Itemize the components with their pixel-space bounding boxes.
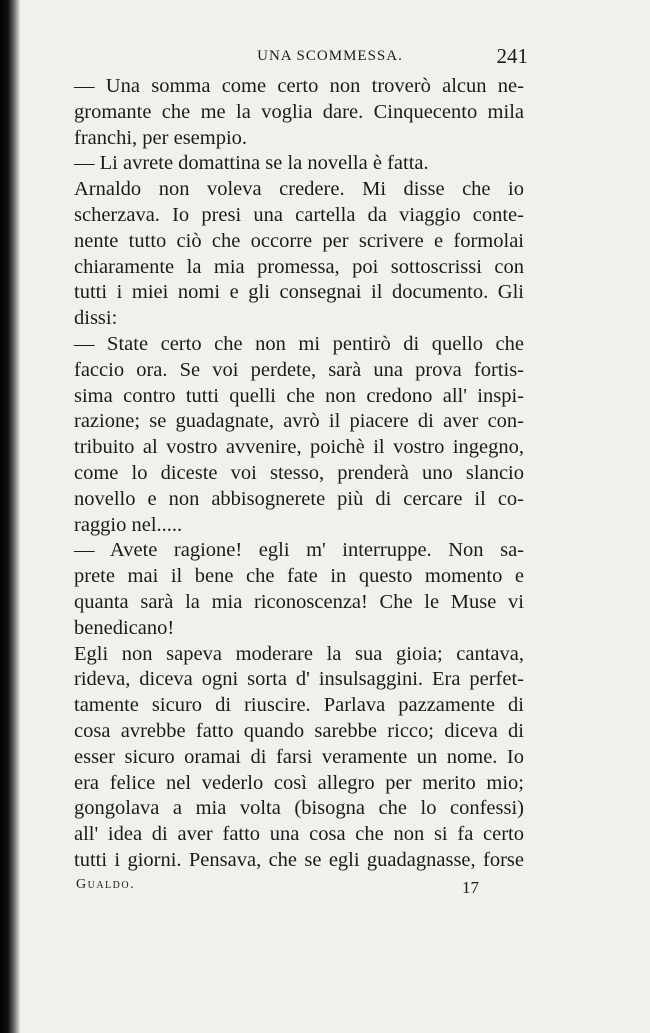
text-line: — Li avrete domattina se la novella è fatta. — [74, 152, 429, 175]
paragraph — [74, 151, 524, 177]
text-line: all' idea di aver fatto una cosa che non si fa certo — [74, 823, 524, 846]
text-line: faccio ora. Se voi perdete, sarà una prova fortis- — [74, 358, 524, 381]
text-line: prete mai il bene che fate in questo momento e — [74, 565, 524, 588]
paragraph — [74, 177, 524, 332]
text-line: nente tutto ciò che occorre per scrivere e formolai — [74, 229, 524, 252]
text-line: dissi: — [74, 307, 118, 330]
text-line: cosa avrebbe fatto quando sarebbe ricco; diceva di — [74, 719, 524, 742]
text-line: — Avete ragione! egli m' interruppe. Non sa- — [74, 539, 524, 562]
text-line: Egli non sapeva moderare la sua gioia; cantava, — [74, 642, 524, 665]
text-line: razione; se guadagnate, avrò il piacere di aver con- — [74, 410, 524, 433]
text-line: esser sicuro oramai di farsi veramente un nome. Io — [74, 745, 524, 768]
text-line: Arnaldo non voleva credere. Mi disse che io — [74, 178, 524, 201]
text-line: tutti i miei nomi e gli consegnai il documento. Gli — [74, 281, 524, 304]
paragraph — [74, 642, 524, 874]
text-line: raggio nel..... — [74, 513, 183, 536]
paragraph — [74, 74, 524, 151]
page-number: 241 — [496, 44, 528, 68]
text-line: — State certo che non mi pentirò di quello che — [74, 332, 524, 355]
text-line: novello e non abbisognerete più di cercare il co- — [74, 487, 524, 510]
sheet-number: 17 — [462, 878, 479, 897]
text-line: come lo diceste voi stesso, prenderà uno slancio — [74, 461, 524, 484]
text-line: quanta sarà la mia riconoscenza! Che le Muse vi — [74, 590, 524, 613]
text-line: chiaramente la mia promessa, poi sottoscrissi con — [74, 255, 524, 278]
text-line: tribuito al vostro avvenire, poichè il vostro ingegno, — [74, 436, 524, 459]
text-line: rideva, diceva ogni sorta d' insulsaggini. Era perfet- — [74, 668, 524, 691]
text-line: benedicano! — [74, 616, 175, 639]
body-text — [74, 74, 524, 874]
text-line: tamente sicuro di riuscire. Parlava pazzamente di — [74, 694, 524, 717]
running-title: UNA SCOMMESSA. — [257, 48, 403, 64]
paragraph — [74, 332, 524, 538]
text-line: scherzava. Io presi una cartella da viaggio conte- — [74, 203, 524, 226]
text-line: sima contro tutti quelli che non credono all' inspi- — [74, 384, 524, 407]
text-line: — Una somma come certo non troverò alcun ne- — [74, 75, 524, 97]
paragraph — [74, 538, 524, 641]
text-line: gromante che me la voglia dare. Cinquecento mila — [74, 100, 524, 123]
text-line: franchi, per esempio. — [74, 126, 248, 149]
text-line: gongolava a mia volta (bisogna che lo confessi) — [74, 797, 524, 820]
author-signature: Gualdo. — [76, 877, 136, 892]
text-line: tutti i giorni. Pensava, che se egli guadagnasse, forse — [74, 848, 524, 871]
text-line: era felice nel vederlo così allegro per merito mio; — [74, 771, 524, 794]
